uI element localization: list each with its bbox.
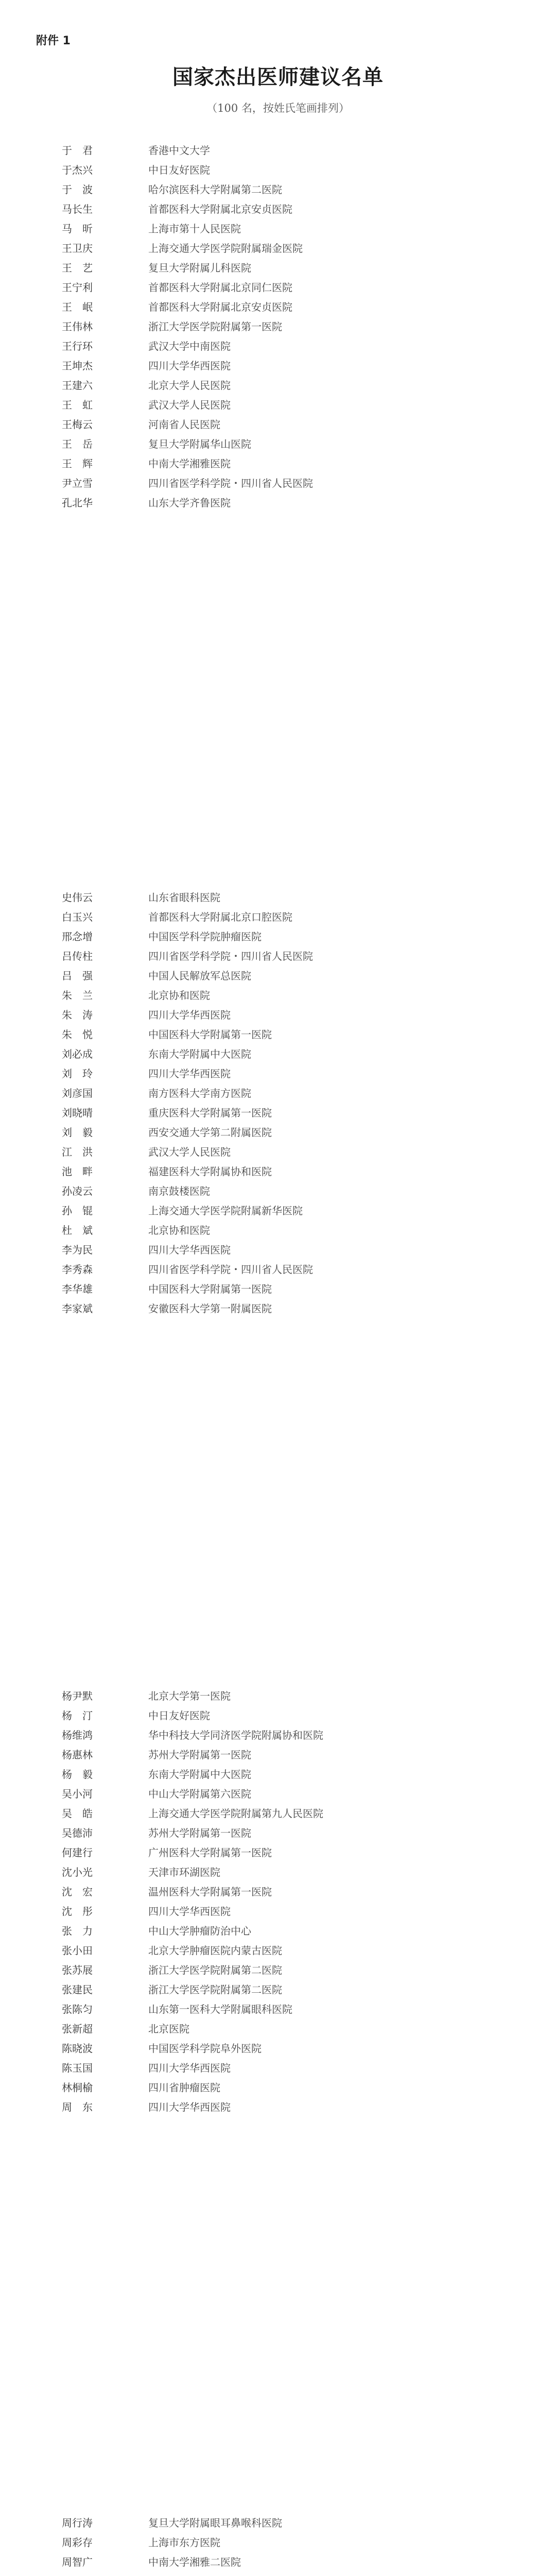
list-item — [0, 2001, 556, 2018]
list-item — [0, 1222, 556, 1239]
institution-name: 四川大学华西医院 — [148, 1067, 231, 1080]
institution-name: 四川大学华西医院 — [148, 1009, 231, 1021]
physician-name: 杨 汀 — [62, 1709, 93, 1722]
institution-name: 中国人民解放军总医院 — [148, 970, 251, 982]
list-item — [0, 1961, 556, 1979]
list-item — [0, 1844, 556, 1861]
institution-name: 苏州大学附属第一医院 — [148, 1827, 251, 1839]
physician-name: 王 虹 — [62, 399, 93, 411]
physician-name: 杜 斌 — [62, 1224, 93, 1236]
physician-name: 吕 强 — [62, 970, 93, 982]
physician-name: 吴 皓 — [62, 1807, 93, 1820]
institution-name: 山东省眼科医院 — [148, 891, 220, 904]
physician-name: 周行涛 — [62, 2517, 93, 2529]
list-item — [0, 1805, 556, 1822]
institution-name: 中山大学肿瘤防治中心 — [148, 1925, 251, 1937]
physician-name: 张建民 — [62, 1984, 93, 1996]
physician-name: 林桐榆 — [62, 2081, 93, 2094]
institution-name: 北京协和医院 — [148, 1224, 210, 1236]
physician-name: 池 畔 — [62, 1165, 93, 1178]
list-item — [0, 2059, 556, 2077]
list-item — [0, 2553, 556, 2571]
list-item — [0, 337, 556, 355]
physician-name: 周彩存 — [62, 2536, 93, 2549]
institution-name: 武汉大学人民医院 — [148, 399, 231, 411]
institution-name: 香港中文大学 — [148, 144, 210, 157]
list-item — [0, 1942, 556, 1959]
physician-name: 王卫庆 — [62, 242, 93, 255]
list-item — [0, 1006, 556, 1024]
physician-name: 杨尹默 — [62, 1690, 93, 1702]
institution-name — [148, 2573, 540, 2576]
institution-name: 北京大学第一医院 — [148, 1690, 231, 1702]
institution-name: 中日友好医院 — [148, 164, 210, 176]
institution-name: 浙江大学医学院附属第二医院 — [148, 1964, 282, 1976]
institution-name: 中南大学湘雅医院 — [148, 457, 231, 470]
list-item — [0, 1707, 556, 1724]
physician-name: 刘必成 — [62, 1048, 93, 1060]
physician-name: 杨维鸿 — [62, 1729, 93, 1741]
list-item — [0, 1163, 556, 1180]
institution-name: 东南大学附属中大医院 — [148, 1048, 251, 1060]
physician-name: 朱 悦 — [62, 1028, 93, 1041]
physician-name: 李华雄 — [62, 1283, 93, 1295]
list-item — [0, 1785, 556, 1803]
institution-name: 四川省医学科学院・四川省人民医院 — [148, 950, 313, 962]
physician-name: 王坤杰 — [62, 360, 93, 372]
list-item — [0, 908, 556, 926]
physician-name: 刘 玲 — [62, 1067, 93, 1080]
list-item — [0, 318, 556, 335]
list-item — [0, 889, 556, 906]
institution-name: 上海交通大学医学院附属新华医院 — [148, 1205, 303, 1217]
physician-name: 沈 宏 — [62, 1886, 93, 1898]
institution-name: 北京大学人民医院 — [148, 379, 231, 392]
physician-name: 朱 兰 — [62, 989, 93, 1002]
physician-name: 江 洪 — [62, 1146, 93, 1158]
list-item — [0, 1903, 556, 1920]
list-item — [0, 987, 556, 1004]
list-item — [0, 377, 556, 394]
physician-name: 李家斌 — [62, 1302, 93, 1315]
institution-name: 中国医科大学附属第一医院 — [148, 1028, 272, 1041]
physician-name: 于 波 — [62, 183, 93, 196]
institution-name: 四川省医学科学院・四川省人民医院 — [148, 1263, 313, 1276]
list-item — [0, 298, 556, 316]
institution-name: 山东大学齐鲁医院 — [148, 497, 231, 509]
list-item — [0, 494, 556, 512]
physician-name: 吴德沛 — [62, 1827, 93, 1839]
physician-name: 王 岷 — [62, 301, 93, 313]
list-item — [0, 1045, 556, 1063]
list-item — [0, 1746, 556, 1764]
list-item — [0, 1922, 556, 1940]
physician-name: 刘晓晴 — [62, 1107, 93, 1119]
institution-name: 河南省人民医院 — [148, 418, 220, 431]
physician-name: 张苏展 — [62, 1964, 93, 1976]
institution-name: 安徽医科大学第一附属医院 — [148, 1302, 272, 1315]
list-item — [0, 1202, 556, 1219]
list-item — [0, 142, 556, 159]
physician-name: 王梅云 — [62, 418, 93, 431]
institution-name: 四川大学华西医院 — [148, 360, 231, 372]
physician-name: 吕传柱 — [62, 950, 93, 962]
physician-name: 李为民 — [62, 1244, 93, 1256]
physician-name: 何建行 — [62, 1846, 93, 1859]
list-item — [0, 259, 556, 277]
list-item — [0, 279, 556, 296]
institution-name: 温州医科大学附属第一医院 — [148, 1886, 272, 1898]
list-item — [0, 1981, 556, 1998]
physician-name: 孙 锟 — [62, 1205, 93, 1217]
institution-name: 复旦大学附属华山医院 — [148, 438, 251, 450]
institution-name: 首都医科大学附属北京同仁医院 — [148, 281, 292, 294]
list-item — [0, 2098, 556, 2116]
institution-name: 四川大学华西医院 — [148, 1905, 231, 1918]
physician-name: 王 岳 — [62, 438, 93, 450]
physician-name — [62, 2573, 134, 2576]
list-item — [0, 1143, 556, 1161]
list-item — [0, 1182, 556, 1200]
list-item — [0, 161, 556, 179]
list-item — [0, 1280, 556, 1298]
physician-name: 张小田 — [62, 1944, 93, 1957]
list-item — [0, 181, 556, 198]
list-item — [0, 357, 556, 375]
list-item — [0, 1065, 556, 1082]
institution-name: 北京协和医院 — [148, 989, 210, 1002]
physician-name: 白玉兴 — [62, 911, 93, 923]
physician-name: 刘 毅 — [62, 1126, 93, 1139]
institution-name: 东南大学附属中大医院 — [148, 1768, 251, 1781]
institution-name: 中国医科大学附属第一医院 — [148, 1283, 272, 1295]
list-item — [0, 2020, 556, 2038]
document-subtitle: （100 名，按姓氏笔画排列） — [206, 102, 350, 114]
list-item — [0, 474, 556, 492]
physician-name: 尹立雪 — [62, 477, 93, 489]
institution-name: 首都医科大学附属北京安贞医院 — [148, 301, 292, 313]
institution-name: 四川大学华西医院 — [148, 2101, 231, 2113]
physician-name: 陈晓波 — [62, 2042, 93, 2055]
physician-name: 王宁利 — [62, 281, 93, 294]
institution-name: 复旦大学附属眼耳鼻喉科医院 — [148, 2517, 282, 2529]
list-item — [0, 1084, 556, 1102]
institution-name: 武汉大学人民医院 — [148, 1146, 231, 1158]
list-item — [0, 435, 556, 453]
list-item — [0, 1104, 556, 1122]
institution-name: 哈尔滨医科大学附属第二医院 — [148, 183, 282, 196]
physician-name: 王建六 — [62, 379, 93, 392]
institution-name: 天津市环湖医院 — [148, 1866, 220, 1878]
list-item — [0, 1124, 556, 1141]
list-item — [0, 200, 556, 218]
physician-name: 于 君 — [62, 144, 93, 157]
physician-name: 王伟林 — [62, 320, 93, 333]
list-item — [0, 1300, 556, 1317]
list-item — [0, 1687, 556, 1705]
list-item — [0, 2514, 556, 2532]
list-item — [0, 416, 556, 433]
institution-name: 西安交通大学第二附属医院 — [148, 1126, 272, 1139]
physician-name: 史伟云 — [62, 891, 93, 904]
list-item — [0, 1766, 556, 1783]
institution-name: 中国医学科学院肿瘤医院 — [148, 930, 262, 943]
institution-name: 浙江大学医学院附属第一医院 — [148, 320, 282, 333]
list-item — [0, 1026, 556, 1043]
document-title: 国家杰出医师建议名单 — [172, 65, 384, 89]
physician-name: 邢念增 — [62, 930, 93, 943]
institution-name: 北京大学肿瘤医院内蒙古医院 — [148, 1944, 282, 1957]
list-item — [0, 2079, 556, 2096]
physician-name: 周智广 — [62, 2556, 93, 2568]
institution-name: 上海交通大学医学院附属第九人民医院 — [148, 1807, 323, 1820]
physician-name: 张新超 — [62, 2023, 93, 2035]
physician-name: 陈玉国 — [62, 2062, 93, 2074]
physician-name: 沈小光 — [62, 1866, 93, 1878]
institution-name: 中国医学科学院阜外医院 — [148, 2042, 262, 2055]
list-item — [0, 1241, 556, 1259]
list-item — [0, 240, 556, 257]
list-item — [0, 1883, 556, 1901]
institution-name: 南方医科大学南方医院 — [148, 1087, 251, 1099]
physician-name: 张陈匀 — [62, 2003, 93, 2015]
institution-name: 重庆医科大学附属第一医院 — [148, 1107, 272, 1119]
physician-name: 张 力 — [62, 1925, 93, 1937]
institution-name: 山东第一医科大学附属眼科医院 — [148, 2003, 292, 2015]
list-item — [0, 1261, 556, 1278]
institution-name: 四川大学华西医院 — [148, 1244, 231, 1256]
institution-name: 苏州大学附属第一医院 — [148, 1749, 251, 1761]
institution-name: 上海市第十人民医院 — [148, 223, 241, 235]
institution-name: 北京医院 — [148, 2023, 189, 2035]
list-item — [0, 1726, 556, 1744]
list-item — [0, 455, 556, 472]
institution-name: 中山大学附属第六医院 — [148, 1788, 251, 1800]
list-item — [0, 947, 556, 965]
physician-name: 李秀森 — [62, 1263, 93, 1276]
institution-name: 广州医科大学附属第一医院 — [148, 1846, 272, 1859]
institution-name: 四川省肿瘤医院 — [148, 2081, 220, 2094]
institution-name: 四川省医学科学院・四川省人民医院 — [148, 477, 313, 489]
list-item — [0, 2573, 556, 2576]
institution-name: 武汉大学中南医院 — [148, 340, 231, 352]
physician-name: 吴小河 — [62, 1788, 93, 1800]
list-item — [0, 1863, 556, 1881]
list-item — [0, 2534, 556, 2551]
physician-name: 杨 毅 — [62, 1768, 93, 1781]
list-item — [0, 1824, 556, 1842]
physician-name: 孔北华 — [62, 497, 93, 509]
list-item — [0, 928, 556, 945]
physician-name: 朱 涛 — [62, 1009, 93, 1021]
physician-name: 王 艺 — [62, 262, 93, 274]
list-item — [0, 396, 556, 414]
physician-name: 孙凌云 — [62, 1185, 93, 1197]
institution-name: 四川大学华西医院 — [148, 2062, 231, 2074]
physician-name: 于杰兴 — [62, 164, 93, 176]
physician-name: 周 东 — [62, 2101, 93, 2113]
list-item — [0, 220, 556, 238]
institution-name: 上海交通大学医学院附属瑞金医院 — [148, 242, 303, 255]
institution-name: 上海市东方医院 — [148, 2536, 220, 2549]
physician-name: 马长生 — [62, 203, 93, 215]
institution-name: 首都医科大学附属北京安贞医院 — [148, 203, 292, 215]
list-item — [0, 967, 556, 985]
physician-name: 马 昕 — [62, 223, 93, 235]
institution-name: 首都医科大学附属北京口腔医院 — [148, 911, 292, 923]
institution-name: 浙江大学医学院附属第二医院 — [148, 1984, 282, 1996]
institution-name: 福建医科大学附属协和医院 — [148, 1165, 272, 1178]
physician-name: 杨惠林 — [62, 1749, 93, 1761]
physician-name: 王 辉 — [62, 457, 93, 470]
physician-name: 王行环 — [62, 340, 93, 352]
institution-name: 华中科技大学同济医学院附属协和医院 — [148, 1729, 323, 1741]
list-item — [0, 2040, 556, 2057]
institution-name: 复旦大学附属儿科医院 — [148, 262, 251, 274]
physician-name: 沈 彤 — [62, 1905, 93, 1918]
attachment-label: 附件 1 — [36, 35, 71, 47]
institution-name: 中南大学湘雅二医院 — [148, 2556, 241, 2568]
institution-name: 中日友好医院 — [148, 1709, 210, 1722]
institution-name: 南京鼓楼医院 — [148, 1185, 210, 1197]
physician-name: 刘彦国 — [62, 1087, 93, 1099]
